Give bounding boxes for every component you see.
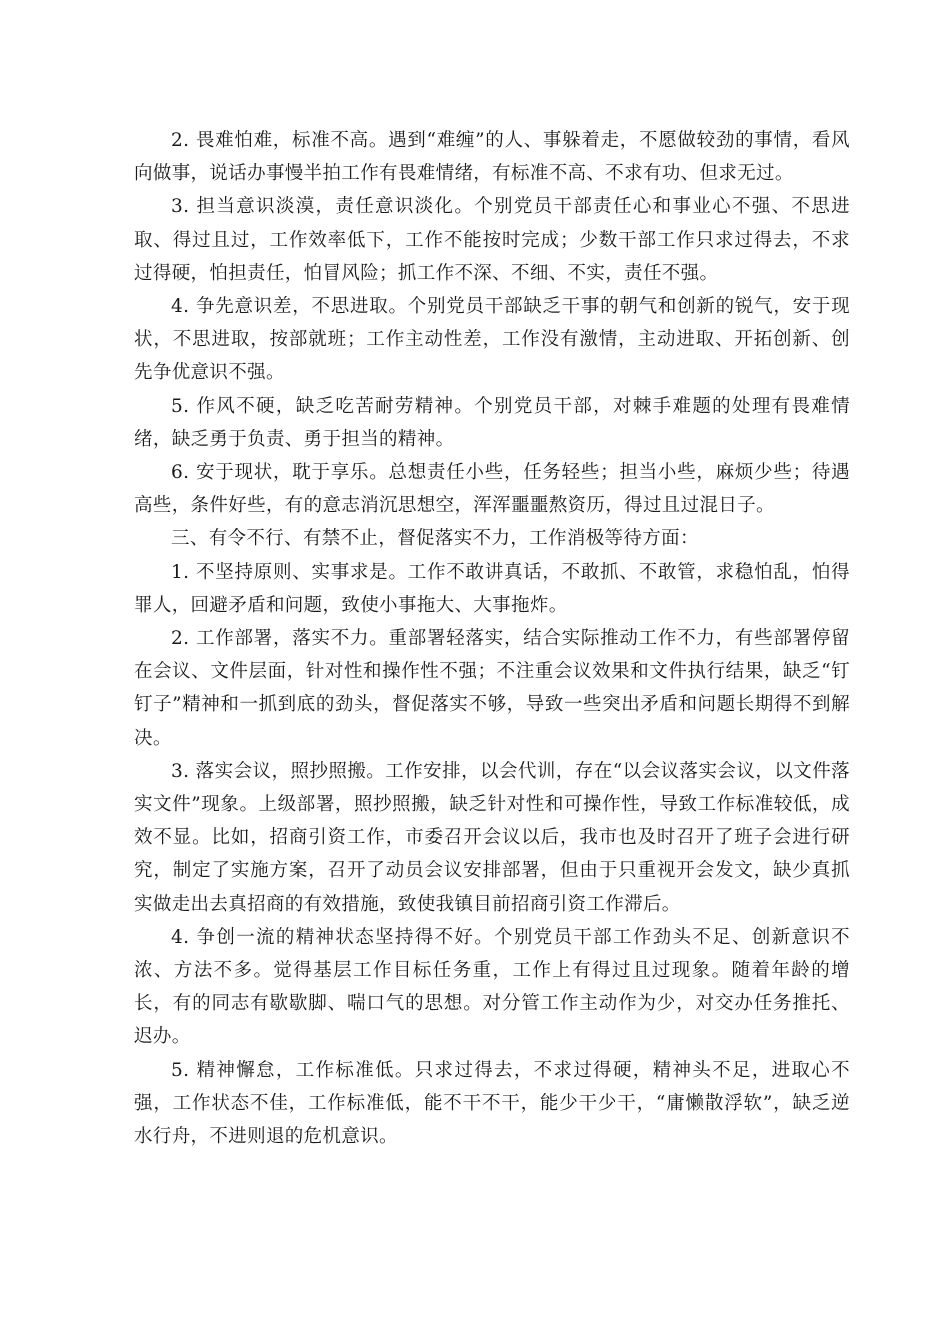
paragraph-section3-item-3: 3. 落实会议，照抄照搬。工作安排，以会代训，存在“以会议落实会议，以文件落实文件”现象。上级部署，照抄照搬，缺乏针对性和可操作性，导致工作标准较低，成效不显。比如，招商引资工作，市委召开会议以后，我市也及时召开了班子会进行研究，制定了实施方案，召开了动员会议安排部署，但由于只重视开会发文，缺少真抓实做走出去真招商的有效措施，致使我镇目前招商引资工作滞后。 (134, 760, 850, 915)
paragraph-item-6-complacency: 6. 安于现状，耽于享乐。总想责任小些，任务轻些；担当小些，麻烦少些；待遇高些，条件好些，有的意志消沉思想空，浑浑噩噩熬资历，得过且过混日子。 (134, 462, 850, 517)
paragraph-item-3-responsibility: 3. 担当意识淡漠，责任意识淡化。个别党员干部责任心和事业心不强、不思进取、得过且过，工作效率低下，工作不能按时完成；少数干部工作只求过得去，不求过得硬，怕担责任，怕冒风险；抓工作不深、不细、不实，责任不强。 (134, 196, 850, 284)
paragraph-section3-item-4: 4. 争创一流的精神状态坚持得不好。个别党员干部工作劲头不足、创新意识不浓、方法不多。觉得基层工作目标任务重，工作上有得过且过现象。随着年龄的增长，有的同志有歇歇脚、喘口气的思想。对分管工作主动作为少，对交办任务推托、迟办。 (134, 926, 850, 1048)
paragraph-section3-item-1: 1. 不坚持原则、实事求是。工作不敢讲真话，不敢抓、不敢管，求稳怕乱，怕得罪人，回避矛盾和问题，致使小事拖大、大事拖炸。 (134, 561, 850, 616)
section-heading-three: 三、有令不行、有禁不止，督促落实不力，工作消极等待方面： (171, 528, 699, 550)
paragraph-section3-item-2: 2. 工作部署，落实不力。重部署轻落实，结合实际推动工作不力，有些部署停留在会议、文件层面，针对性和操作性不强；不注重会议效果和文件执行结果，缺乏“钉钉子”精神和一抓到底的劲头，督促落实不够，导致一些突出矛盾和问题长期得不到解决。 (134, 628, 850, 749)
document-body (134, 124, 850, 1153)
paragraph-section3-item-5: 5. 精神懈怠，工作标准低。只求过得去，不求过得硬，精神头不足，进取心不强，工作状态不佳，工作标准低，能不干不干，能少干少干，“庸懒散浮软”，缺乏逆水行舟，不进则退的危机意识。 (134, 1059, 850, 1148)
paragraph-item-4-initiative: 4. 争先意识差，不思进取。个别党员干部缺乏干事的朝气和创新的锐气，安于现状，不思进取，按部就班；工作主动性差，工作没有激情，主动进取、开拓创新、创先争优意识不强。 (134, 296, 850, 384)
paragraph-item-2-difficulty: 2. 畏难怕难，标准不高。遇到“难缠”的人、事躲着走，不愿做较劲的事情，看风向做事，说话办事慢半拍工作有畏难情绪，有标准不高、不求有功、但求无过。 (134, 130, 850, 185)
paragraph-item-5-work-style: 5. 作风不硬，缺乏吃苦耐劳精神。个别党员干部，对棘手难题的处理有畏难情绪，缺乏勇于负责、勇于担当的精神。 (134, 395, 850, 450)
